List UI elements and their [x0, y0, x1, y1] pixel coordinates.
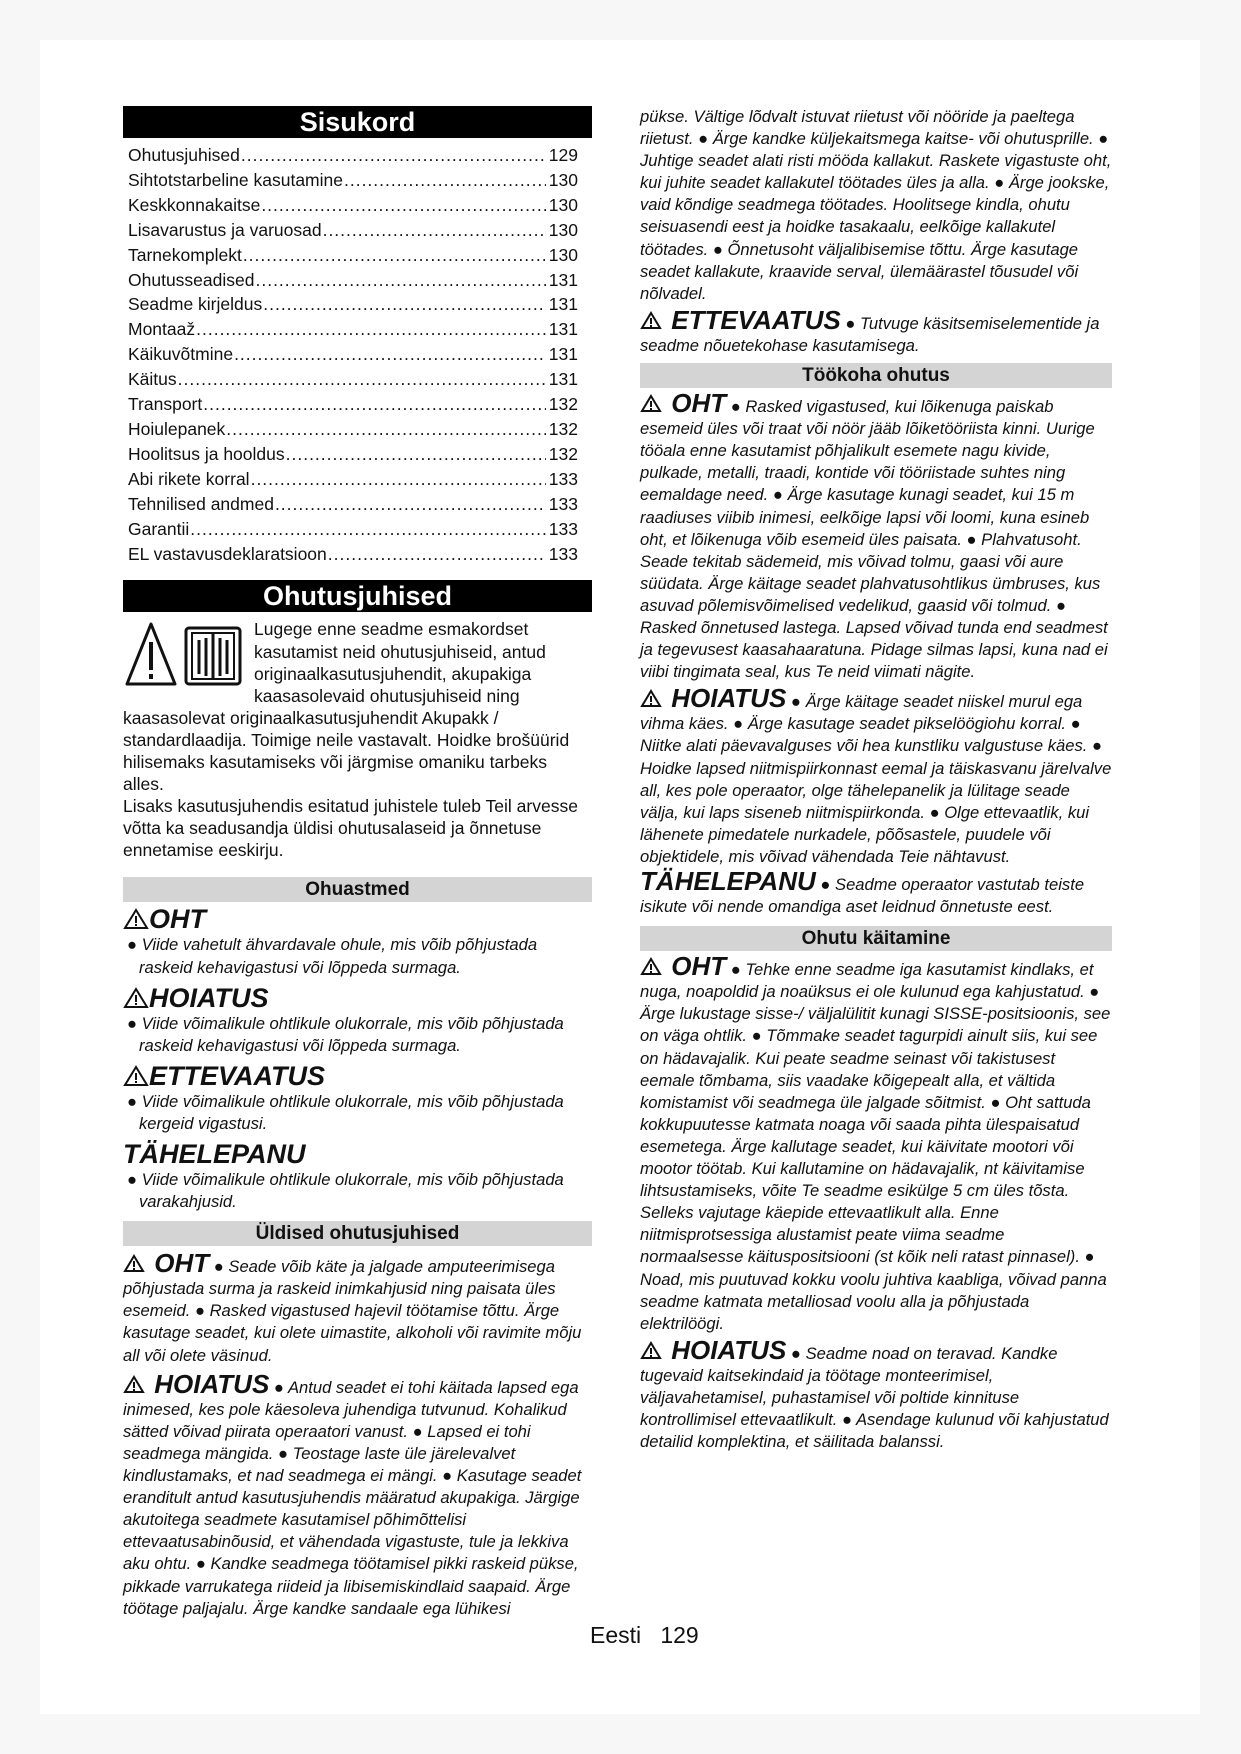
op-oht-block: OHT ● Tehke enne seadme iga kasutamist kindlaks, et nuga, noapoldid ja noaüksus ei ole kulunud ega kahjustatud. ● Ärge lukustage sisse-/ väljalülitit kunagi SISSE-positsioonis, see on väga ohtlik. ● Tõmmake seadet tagurpidi ainult siis, kui see on hädavajalik. Kui peate seadme seinast või takistusest eemale tõmbama, siis vaadake kõigepealt alla, et vältida komistamist või seadmega üle jalgade sõitmist. ● Oht sattuda kokkupuutesse katmata noaga või saada pihta ülespaisatud esemetega. Ärge kallutage seadet, kui käivitate mootori või mootor töötab. Kui kallutamine on hädavajalik, nt käivitamise lihtsustamiseks, võite Te seadme esikülge 5 cm üles tõsta. Selleks vajutage käepide ettevaatlikult alla. Enne niitmisprotsessiga alustamist peate viima seadme normaalsesse käituspositsiooni (st kõik neli ratast pinnasel). ● Noad, mis puutuvad kokku voolu juhtiva kaabliga, võivad panna seadme katmata metalliosad voolu alla ja põhjustada elektrilöögi. — [640, 951, 1111, 1333]
toc-entry-page: 133 — [548, 493, 578, 514]
toc-entry — [128, 517, 592, 542]
wp-oht-block: OHT ● Rasked vigastused, kui lõikenuga paiskab esemeid üles või traat või nöör jääb lõiketööriista kinni. Uurige tööala enne kasutamist põhjalikult esemete nagu kivide, pulkade, metalli, traadi, kontide või tööriistade suhtes ning eemaldage need. ● Ärge kasutage kunagi seadet, kui 15 m raadiuses viibib inimesi, eelkõige lapsi või loomi, kuna esineb oht, et lõikenuga võib esemeid üles paisata. ● Plahvatusoht. Seade tekitab sädemeid, mis võivad tolmu, gaasi või aure süüdata. Ärge käitage seadet plahvatusohtlikus ümbruses, kus asuvad põlemisvõimelised vedelikud, gaasid või tolmud. ● Rasked õnnetused lastega. Lapsed võivad tunda end seadmest ja tegevusest kaasahaaratuna. Pidage silmas lapsi, kuna nad ei viibi tingimata seal, kus Te neid viimati nägite. — [640, 388, 1108, 682]
toc-entry-page: 132 — [548, 443, 578, 464]
toc-entry — [128, 442, 592, 467]
toc-entry — [128, 218, 592, 243]
level-oht-head: OHT — [149, 904, 206, 935]
safety-intro-text: Lugege enne seadme esmakordset kasutamist neid ohutusjuhiseid, antud originaalkasutusjuhendit, akupakiga kaasasolevaid ohutusjuhiseid ning kaasasolevat originaalkasutusjuhendit Akupakk / standardlaadija. Toimige neile vastavalt. Hoidke brošüürid hilisemaks kasutamiseks või järgmise omaniku tarbeks alles. — [123, 619, 570, 795]
level-oht-text: ● Viide vahetult ähvardavale ohule, mis võib põhjustada raskeid kehavigastusi või lõppeda surmaga. — [127, 935, 538, 977]
toc-entry — [128, 542, 592, 567]
toc-entry-page: 130 — [548, 194, 578, 215]
toc-leader-dots — [286, 442, 546, 467]
toc-entry-label: Tarnekomplekt — [128, 244, 242, 265]
toc-entry-page: 132 — [548, 394, 578, 415]
ettevaatus-block: ETTEVAATUS ● Tutvuge käsitsemiselementide ja seadme nõuetekohase kasutamisega. — [640, 304, 1100, 355]
toc-entry-page: 131 — [548, 319, 578, 340]
workplace-title: Töökoha ohutus — [640, 363, 1112, 388]
level-hoiatus-text: ● Viide võimalikule ohtlikule olukorrale, mis võib põhjustada raskeid kehavigastusi või lõppeda surmaga. — [127, 1013, 564, 1055]
general-hoiatus-text: Antud seadet ei tohi käitada lapsed ega inimesed, kes pole käesoleva juhendiga tutvunud. Kohalikud sätted võivad piirata operaatori vanust. ● Lapsed ei tohi seadmega mängida. ● Teostage laste üle järelevalvet kindlustamaks, et nad seadmega ei mängi. ● Kasutage seadet eranditult antud kasutusjuhendis määratud akupakiga. Järgige akutoitega seadmete kasutamisel põhimõttelisi ettevaatusabinõusid, et vähendada vigastuste, tule ja lekkiva aku ohtu. ● Kandke seadmega töötamisel pikki raskeid pükse, pikkade varrukatega riideid ja libisemiskindlaid saapaid. Ärge töötage paljajalu. Ärge kandke sandaale ega lühikesi — [123, 1377, 582, 1618]
warning-triangle-icon — [640, 957, 662, 976]
warning-triangle-icon — [123, 1375, 145, 1394]
toc-leader-dots — [234, 342, 546, 367]
toc-leader-dots — [178, 367, 546, 392]
levels-title: Ohuastmed — [123, 877, 592, 902]
toc-entry-label: Ohutusjuhised — [128, 145, 240, 165]
level-ettevaatus-text: ● Viide võimalikule ohtlikule olukorrale, mis võib põhjustada kergeid vigastusi. — [127, 1091, 564, 1133]
level-oht — [123, 904, 592, 978]
warning-triangle-icon — [640, 311, 662, 330]
right-column — [640, 106, 1112, 1453]
toc-leader-dots — [328, 542, 546, 567]
toc-entry-label: Garantii — [128, 518, 190, 539]
toc-leader-dots — [243, 243, 546, 268]
toc-entry — [128, 292, 592, 317]
toc-entry — [128, 342, 592, 367]
toc-entry-page: 130 — [548, 169, 578, 190]
level-tahelepanu-text: ● Viide võimalikule ohtlikule olukorrale, mis võib põhjustada varakahjusid. — [127, 1170, 564, 1212]
warning-triangle-icon — [123, 620, 248, 692]
toc-entry — [128, 143, 592, 168]
wp-tahelepanu-text: Seadme operaator vastutab teiste isikute või nende omandiga aset leidnud õnnetuste eest. — [640, 875, 1085, 917]
safety-intro-text-2: Lisaks kasutusjuhendis esitatud juhistele tuleb Teil arvesse võtta ka seadusandja üldisi ohutusalaseid ja õnnetuse ennetamise eeskirju. — [123, 796, 578, 861]
toc-leader-dots — [196, 317, 546, 342]
manual-book-icon — [186, 628, 240, 684]
footer-language: Eesti — [590, 1622, 642, 1648]
toc-entry-page: 130 — [548, 244, 578, 265]
level-tahelepanu-head: TÄHELEPANU — [123, 1139, 306, 1169]
op-oht-text: Tehke enne seadme iga kasutamist kindlaks, et nuga, noapoldid ja noaüksus ei ole kulunud ega kahjustatud. ● Ärge lukustage sisse-/ väljalülitit kunagi SISSE-positsioonis, see on väga ohtlik. ● Tõmmake seadet tagurpidi ainult siis, kui see on hädavajalik. Kui peate seadme seinast või takistusest eemale tõmbama, siis vaadake kõigepealt alla, et vältida komistamist või seadmega üle jalgade sõitmist. ● Oht sattuda kokkupuutesse katmata noaga või saada pihta ülespaisatud esemetega. Ärge kallutage seadet, kui käivitate mootori või mootor töötab. Kui kallutamine on hädavajalik, nt käivitamise lihtsustamiseks, võite Te seadme esikülge 5 cm üles tõsta. Selleks vajutage käepide ettevaatlikult alla. Enne niitmisprotsessiga alustamist peate viima seadme normaalsesse käituspositsiooni (st kõik neli ratast pinnasel). ● Noad, mis puutuvad kokku voolu juhtiva kaabliga, võivad panna seadme katmata metalliosad voolu alla ja põhjustada elektrilöögi. — [640, 960, 1111, 1333]
toc-entry — [128, 168, 592, 193]
wp-hoiatus-block: HOIATUS ● Ärge käitage seadet niiskel murul ega vihma käes. ● Ärge kasutage seadet pikselöögiohu korral. ● Niitke alati päevavalguses või hea kunstliku valgustuse käes. ● Hoidke lapsed niitmispiirkonnast eemal ja täiskasvanu järelvalve all, kes pole operaator, olge tähelepanelik ja lülitage seade välja, kui laps siseneb niitmispiirkonda. ● Olge ettevaatlik, kui lähenete pimedatele nurkadele, põõsastele, puudele või objektidele, mis võivad vähendada Teie nähtavust. — [640, 683, 1112, 866]
toc-entry-page: 129 — [548, 145, 578, 165]
toc-entry-label: Käikuvõtmine — [128, 344, 234, 365]
toc-leader-dots — [203, 392, 546, 417]
toc-leader-dots — [261, 193, 545, 218]
toc-entry — [128, 492, 592, 517]
toc-entry-page: 132 — [548, 418, 578, 439]
general-hoiatus: HOIATUS ● Antud seadet ei tohi käitada lapsed ega inimesed, kes pole käesoleva juhendiga tutvunud. Kohalikud sätted võivad piirata operaatori vanust. ● Lapsed ei tohi seadmega mängida. ● Teostage laste üle järelevalvet kindlustamaks, et nad seadmega ei mängi. ● Kasutage seadet eranditult antud kasutusjuhendis määratud akupakiga. Järgige akutoitega seadmete kasutamisel põhimõttelisi ettevaatusabinõusid, et vähendada vigastuste, tule ja lekkiva aku ohtu. ● Kandke seadmega töötamisel pikki raskeid pükse, pikkade varrukatega riideid ja libisemiskindlaid saapaid. Ärge töötage paljajalu. Ärge kandke sandaale ega lühikesi — [123, 1368, 582, 1618]
toc-entry-label: Hoolitsus ja hooldus — [128, 443, 285, 464]
op-hoiatus-head: HOIATUS — [671, 1334, 787, 1365]
toc-entry — [128, 268, 592, 293]
toc-leader-dots — [226, 417, 546, 442]
toc-leader-dots — [344, 168, 546, 193]
level-ettevaatus — [123, 1061, 592, 1135]
toc-entry — [128, 417, 592, 442]
toc-entry-label: Montaaž — [128, 319, 196, 340]
continued-text: pükse. Vältige lõdvalt istuvat riietust või nööride ja paeltega riietust. ● Ärge kandke küljekaitsmega kaitse- või ohutusprille. ● Juhtige seadet alati risti mööda kallakut. Raskete vigastuste oht, kui juhite seadet kallakutel töötades üles ja alla. ● Ärge jookske, vaid kõndige seadmega töötades. Hoolitsege kindla, ohutu seisuasendi eest ja hoidke tasakaalu, eelkõige kallakutel töötades. ● Õnnetusoht väljalibisemise tõttu. Ärge kasutage seadet kallakute, kraavide serval, ülemäärastel tõusudel või nõlvadel. — [640, 107, 1112, 303]
toc-leader-dots — [251, 467, 546, 492]
table-of-contents — [128, 143, 592, 566]
toc-leader-dots — [275, 492, 546, 517]
toc-entry-label: Abi rikete korral — [128, 468, 250, 489]
toc-entry — [128, 193, 592, 218]
warning-triangle-icon — [640, 1341, 662, 1360]
warning-manual-icons — [123, 620, 248, 692]
toc-entry-page: 131 — [548, 344, 578, 365]
toc-entry-label: Keskkonnakaitse — [128, 194, 261, 215]
toc-entry-page: 130 — [548, 219, 578, 240]
toc-entry-page: 133 — [548, 468, 578, 489]
wp-oht-head: OHT — [671, 388, 727, 419]
toc-entry-label: EL vastavusdeklaratsioon — [128, 543, 327, 564]
toc-entry — [128, 243, 592, 268]
level-hoiatus — [123, 983, 592, 1057]
ettevaatus-head: ETTEVAATUS — [671, 304, 841, 335]
op-oht-head: OHT — [671, 951, 727, 982]
level-ettevaatus-head: ETTEVAATUS — [149, 1060, 326, 1091]
general-oht-text: Seade võib käte ja jalgade amputeerimisega põhjustada surma ja raskeid inimkahjusid ning paisata üles esemeid. ● Rasked vigastused hajevil töötamise tõttu. Ärge kasutage seadet, kui olete uimastite, alkoholi või ravimite mõju all või olete väsinud. — [123, 1257, 582, 1365]
toc-entry-label: Transport — [128, 394, 203, 415]
toc-leader-dots — [190, 517, 546, 542]
general-oht-head: OHT — [154, 1248, 210, 1279]
toc-entry — [128, 367, 592, 392]
toc-leader-dots — [263, 292, 546, 317]
warning-triangle-icon — [640, 689, 662, 708]
toc-leader-dots — [255, 268, 545, 293]
ettevaatus-text: Tutvuge käsitsemiselementide ja seadme nõuetekohase kasutamisega. — [640, 313, 1100, 355]
general-hoiatus-head: HOIATUS — [154, 1368, 270, 1399]
wp-oht-text: Rasked vigastused, kui lõikenuga paiskab esemeid üles või traat või nöör jääb lõiketööriista kinni. Uurige tööala enne kasutamist põhjalikult esemete nagu kivide, pulkade, metalli, traadi, kontide või tööriistade suhtes ning eemaldage need. ● Ärge kasutage kunagi seadet, kui 15 m raadiuses viibib inimesi, eelkõige lapsi või loomi, kuna esineb oht, et lõikenuga võib esemeid üles paisata. ● Plahvatusoht. Seade tekitab sädemeid, mis võivad tolmu, gaasi või aure süüdata. Ärge käitage seadet plahvatusohtlikus ümbruses, kus asuvad põlemisvõimelised vedelikud, gaasid või tolmud. ● Rasked õnnetused lastega. Lapsed võivad tunda end seadmest ja tegevusest kaasahaaratuna. Pidage silmas lapsi, kuna nad ei viibi tingimata seal, kus Te neid viimati nägite. — [640, 397, 1108, 682]
toc-entry — [128, 317, 592, 342]
left-column — [123, 106, 592, 1620]
warning-triangle-icon — [123, 1254, 145, 1273]
page-footer — [590, 1622, 699, 1649]
level-tahelepanu — [123, 1139, 592, 1213]
toc-entry-label: Käitus — [128, 369, 177, 390]
op-hoiatus-text: Seadme noad on teravad. Kandke tugevaid kaitsekindaid ja töötage monteerimisel, väljavahetamisel, puhastamisel või poltide kinnituse kontrollimisel ettevaatlikult. ● Asendage kulunud või kahjustatud detailid komplektina, et säilitada balanssi. — [640, 1343, 1109, 1452]
wp-hoiatus-head: HOIATUS — [671, 683, 787, 714]
toc-entry — [128, 467, 592, 492]
toc-entry-label: Lisavarustus ja varuosad — [128, 219, 322, 240]
toc-entry-page: 131 — [548, 369, 578, 390]
footer-page-number: 129 — [660, 1622, 699, 1648]
toc-entry-page: 133 — [548, 543, 578, 564]
safety-intro — [123, 618, 592, 861]
wp-tahelepanu-block: TÄHELEPANU ● Seadme operaator vastutab teiste isikute või nende omandiga aset leidnud õnnetuste eest. — [640, 866, 1085, 917]
op-hoiatus-block: HOIATUS ● Seadme noad on teravad. Kandke tugevaid kaitsekindaid ja töötage monteerimisel, väljavahetamisel, puhastamisel või poltide kinnituse kontrollimisel ettevaatlikult. ● Asendage kulunud või kahjustatud detailid komplektina, et säilitada balanssi. — [640, 1334, 1109, 1452]
toc-entry-page: 133 — [548, 518, 578, 539]
toc-entry-label: Seadme kirjeldus — [128, 294, 263, 315]
toc-leader-dots — [323, 218, 546, 243]
toc-entry-page: 131 — [548, 294, 578, 315]
level-hoiatus-head: HOIATUS — [149, 982, 269, 1013]
toc-leader-dots — [241, 143, 546, 168]
general-oht: OHT ● Seade võib käte ja jalgade amputeerimisega põhjustada surma ja raskeid inimkahjusid ning paisata üles esemeid. ● Rasked vigastused hajevil töötamise tõttu. Ärge kasutage seadet, kui olete uimastite, alkoholi või ravimite mõju all või olete väsinud. — [123, 1248, 582, 1365]
toc-entry-label: Sihtotstarbeline kasutamine — [128, 169, 343, 190]
safety-title: Ohutusjuhised — [123, 580, 592, 612]
wp-hoiatus-text: Ärge käitage seadet niiskel murul ega vihma käes. ● Ärge kasutage seadet pikselöögiohu korral. ● Niitke alati päevavalguses või hea kunstliku valgustuse käes. ● Hoidke lapsed niitmispiirkonnast eemal ja täiskasvanu järelvalve all, kes pole operaator, olge tähelepanelik ja lülitage seade välja, kui laps siseneb niitmispiirkonda. ● Olge ettevaatlik, kui lähenete pimedatele nurkadele, põõsastele, puudele või objektidele, mis võivad vähendada Teie nähtavust. — [640, 692, 1112, 866]
toc-entry — [128, 392, 592, 417]
warning-triangle-icon — [123, 987, 149, 1009]
toc-entry-page: 131 — [548, 269, 578, 290]
operation-title: Ohutu käitamine — [640, 926, 1112, 951]
warning-triangle-icon — [640, 394, 662, 413]
toc-title: Sisukord — [123, 106, 592, 138]
toc-entry-label: Tehnilised andmed — [128, 493, 274, 514]
wp-tahelepanu-head: TÄHELEPANU — [640, 866, 816, 896]
toc-entry-label: Ohutusseadised — [128, 269, 255, 290]
toc-entry-label: Hoiulepanek — [128, 418, 226, 439]
warning-triangle-icon — [123, 1065, 149, 1087]
warning-triangle-icon — [123, 908, 149, 930]
general-title: Üldised ohutusjuhised — [123, 1221, 592, 1246]
